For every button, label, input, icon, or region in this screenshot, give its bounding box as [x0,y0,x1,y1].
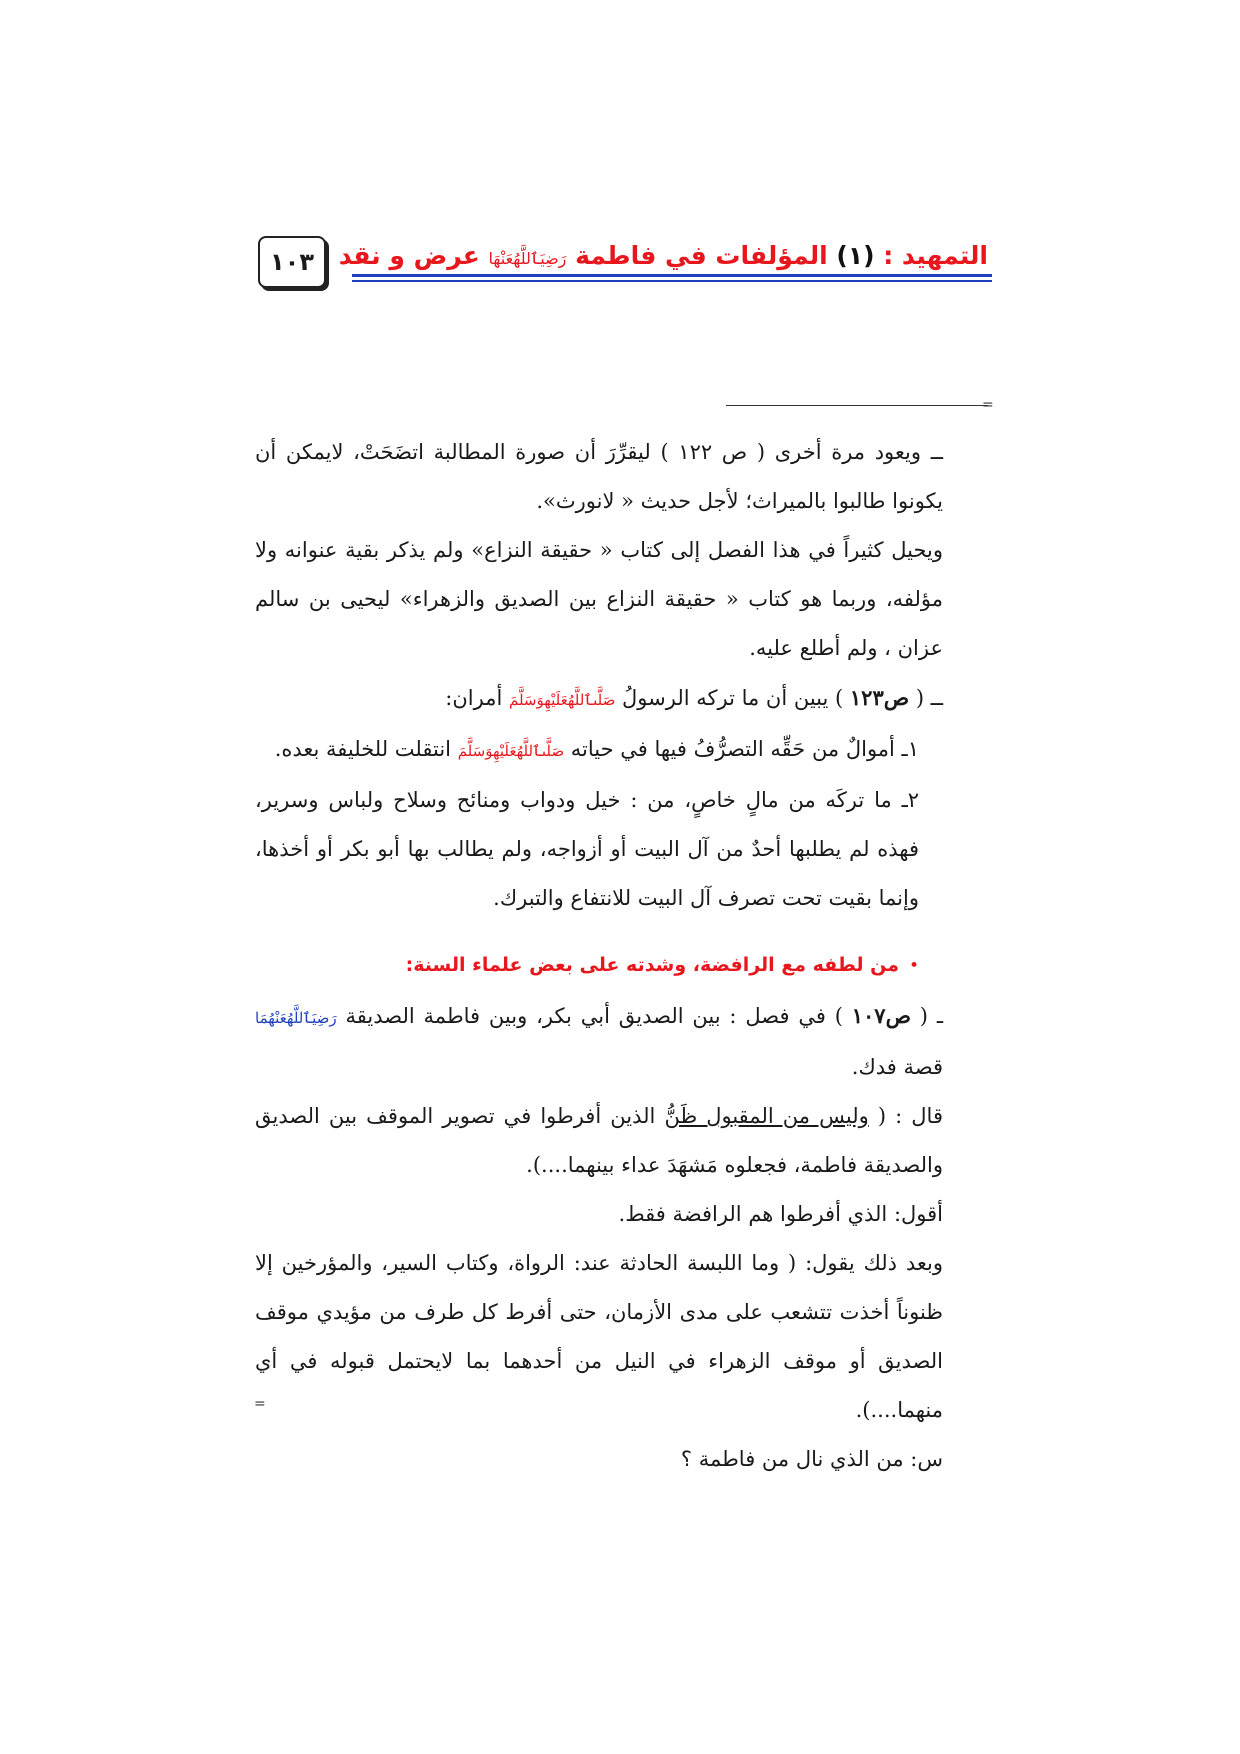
paragraph-8: أقول: الذي أفرطوا هم الرافضة فقط. [618,1202,943,1226]
section-heading: من لطفه مع الرافضة، وشدته على بعض علماء السنة: [405,954,899,976]
p3-text: ) يبين أن ما تركه الرسولُ [615,686,850,710]
header-rule-bottom [352,280,992,282]
p3-end: أمران: [445,686,509,710]
paragraph-10: س: من الذي نال من فاطمة ؟ [680,1447,943,1471]
title-honorific: رَضِيَٱللَّهُعَنْهَا [488,249,567,268]
paragraph-3 [255,673,943,725]
p6-honorific: رَضِيَٱللَّهُعَنْهُمَا [255,1009,337,1027]
page-number-badge [258,236,326,288]
page-header [0,0,1240,300]
continuation-mark-bottom: = [254,1396,266,1412]
title-suffix: عرض و نقد [338,241,489,270]
paragraph-4 [255,725,943,776]
continuation-mark-top: = [982,397,994,413]
p6-page-ref: ص١٠٧ [851,1003,911,1028]
p7-underlined: وليس من المقبول ظَنُّ [664,1104,869,1128]
running-title [339,238,988,277]
p6-text: ) في فصل : بين الصديق أبي بكر، وبين فاطمة الصديقة [336,1004,852,1028]
p4-text: ١ـ أموالٌ من حَقِّه التصرُّفُ فيها في حياته [564,737,919,761]
p7-open: قال : ( [868,1104,943,1128]
p6-end: قصة فدك. [851,1055,943,1079]
p3-page-ref: ص١٢٣ [849,685,910,710]
paragraph-9: وبعد ذلك يقول: ( وما اللبسة الحادثة عند: الرواة، وكتاب السير، والمؤرخين إلا ظنوناً أخذت تتشعب على مدى الأزمان، حتى أفرط كل طرف من مؤيدي موقف الصديق أو موقف الزهراء في النيل من أحدهما بما لايحتمل قبوله في أي منهما....). [255,1251,943,1422]
paragraph-1: ــ ويعود مرة أخرى ( ص ١٢٢ ) ليقرِّرَ أن صورة المطالبة اتضَحَتْ، لايمكن أن يكونوا طالبوا بالميراث؛ لأجل حديث « لانورث». [255,440,943,513]
section-heading-line [255,940,943,991]
paragraph-2: ويحيل كثيراً في هذا الفصل إلى كتاب « حقيقة النزاع» ولم يذكر بقية عنوانه ولا مؤلفه، وربما هو كتاب « حقيقة النزاع بين الصديق والزهراء» ليحيى بن سالم عزان ، ولم أطلع عليه. [255,538,943,660]
paragraph-6 [255,991,943,1092]
p7-text: الذين أفرطوا في تصوير الموقف بين الصديق والصديقة فاطمة، فجعلوه مَشهَدَ عداء بينهما....). [255,1104,943,1177]
p4-honorific: صَلَّىٱللَّهُعَلَيْهِوَسَلَّمَ [457,742,565,760]
paragraph-5: ٢ـ ما تركَه من مالٍ خاصٍ، من : خيل ودواب ومنائح وسلاح ولباس وسرير، فهذه لم يطلبها أحدٌ من آل البيت أو أزواجه، ولم يطالب بها أبو بكر أو أخذها، وإنما بقيت تحت تصرف آل البيت للانتفاع والتبرك. [255,788,919,910]
page-body [255,428,943,1484]
title-chapter-number: (١) [836,241,875,270]
p3-honorific: صَلَّىٱللَّهُعَلَيْهِوَسَلَّمَ [508,691,616,709]
p4-end: انتقلت للخليفة بعده. [274,737,458,761]
p3-open: ــ ( [909,686,943,710]
p6-open: ـ ( [910,1004,943,1028]
paragraph-7 [255,1092,943,1190]
page-number: ١٠٣ [270,248,314,276]
header-rule-top [352,274,992,277]
title-subject: المؤلفات في فاطمة [566,241,837,270]
continuation-rule [726,405,988,406]
title-prefix: التمهيد : [874,241,988,270]
section-bullet: • [908,956,919,976]
